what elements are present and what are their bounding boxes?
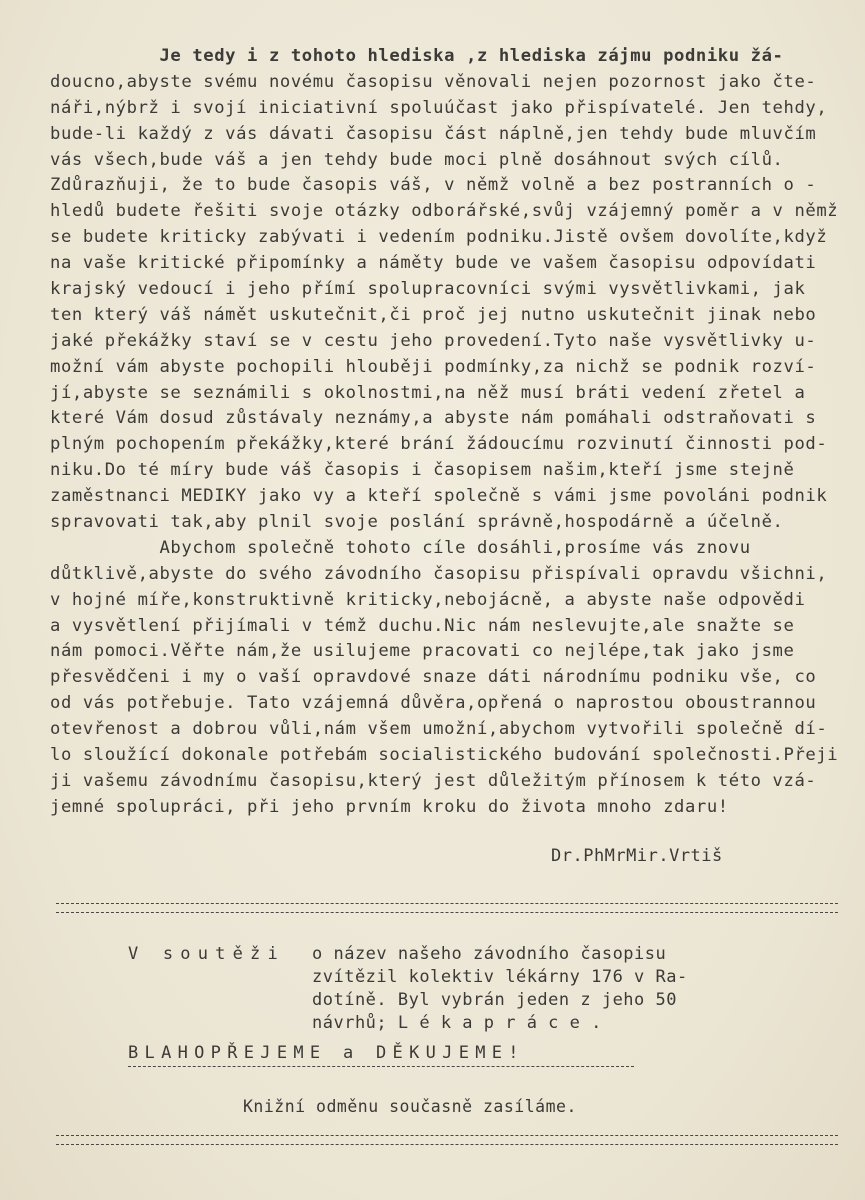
letter-line: možní vám abyste pochopili hlouběji podmínky,za nichž se podnik rozví-	[50, 356, 817, 377]
reward-note: Knižní odměnu současně zasíláme.	[243, 1097, 577, 1116]
letter-line: na vaše kritické připomínky a náměty bude ve vašem časopisu odpovídati	[50, 253, 817, 274]
letter-line: Zdůrazňuji, že to bude časopis váš, v němž volně a bez postranních o -	[50, 175, 817, 196]
letter-line: v hojné míře,konstruktivně kriticky,nebojácně, a abyste naše odpovědi	[50, 589, 806, 610]
letter-line: důtklivě,abyste do svého závodního časopisu přispívali opravdu všichni,	[50, 563, 828, 584]
contest-line: dotíně. Byl vybrán jeden z jeho 50	[312, 990, 677, 1010]
letter-line: jaké překážky staví se v cestu jeho provedení.Tyto naše vysvětlivky u-	[50, 330, 817, 351]
letter-line: Je tedy i z tohoto hlediska ,z hlediska zájmu podniku žá-	[50, 46, 784, 66]
letter-line: otevřenost a dobrou vůli,nám všem umožní,abychom vytvořili společně dí-	[50, 719, 828, 740]
letter-line: které Vám dosud zůstávaly neznámy,a abyste nám pomáhali odstraňovati s	[50, 408, 817, 429]
contest-prefix: V soutěži	[128, 944, 285, 964]
dashed-divider	[56, 912, 838, 913]
letter-line: vás všech,bude váš a jen tehdy bude moci plně dosáhnout svých cílů.	[50, 149, 784, 170]
congratulations-line: BLAHOPŘEJEME a DĚKUJEME!	[128, 1043, 525, 1063]
letter-line: nám pomoci.Věřte nám,že usilujeme pracovati co nejlépe,tak jako jsme	[50, 641, 795, 662]
signature: Dr.PhMrMir.Vrtiš	[551, 846, 723, 866]
letter-line: bude-li každý z vás dávati časopisu část náplně,jen tehdy bude mluvčím	[50, 123, 817, 144]
contest-line: o název našeho závodního časopisu	[312, 944, 667, 964]
letter-line: jemné spolupráci, při jeho prvním kroku do života mnoho zdaru!	[50, 796, 729, 817]
dashed-divider	[56, 903, 838, 904]
letter-line: se budete kriticky zabývati i vedením podniku.Jistě ovšem dovolíte,když	[50, 227, 828, 248]
congrats-underline	[128, 1066, 634, 1067]
letter-line: niku.Do té míry bude váš časopis i časopisem našim,kteří jsme stejně	[50, 460, 795, 481]
contest-line: návrhů; L é k a p r á c e .	[312, 1013, 602, 1033]
dashed-divider	[56, 1135, 838, 1136]
letter-line: ji vašemu závodnímu časopisu,který jest důležitým přínosem k této vzá-	[50, 770, 817, 791]
dashed-divider	[56, 1144, 838, 1145]
letter-body	[50, 44, 840, 821]
letter-line: přesvědčeni i my o vaší opravdové snaze dáti národnímu podniku vše, co	[50, 667, 817, 688]
letter-line: a vysvětlení přijímali v témž duchu.Nic nám neslevujte,ale snažte se	[50, 615, 795, 636]
letter-line: krajský vedoucí i jeho přímí spolupracovníci svými vysvětlivkami, jak	[50, 279, 806, 300]
contest-line: zvítězil kolektiv lékárny 176 v Ra-	[312, 967, 688, 987]
letter-line: doucno,abyste svému novému časopisu věnovali nejen pozornost jako čte-	[50, 71, 817, 92]
letter-line: náři,nýbrž i svojí iniciativní spoluúčast jako přispívatelé. Jen tehdy,	[50, 97, 828, 118]
letter-line: hledů budete řešiti svoje otázky odborářské,svůj vzájemný poměr a v němž	[50, 201, 839, 222]
letter-line: od vás potřebuje. Tato vzájemná důvěra,opřená o naprostou oboustrannou	[50, 693, 817, 714]
letter-line: jí,abyste se seznámili s okolnostmi,na něž musí bráti vedení zřetel a	[50, 382, 806, 403]
letter-line: spravovati tak,aby plnil svoje poslání správně,hospodárně a účelně.	[50, 512, 784, 533]
letter-line: zaměstnanci MEDIKY jako vy a kteří společně s vámi jsme povoláni podnik	[50, 486, 828, 507]
letter-line: Abychom společně tohoto cíle dosáhli,prosíme vás znovu	[50, 537, 751, 558]
letter-line: ten který váš námět uskutečnit,či proč jej nutno uskutečnit jinak nebo	[50, 304, 817, 325]
contest-text	[312, 943, 688, 1035]
letter-line: lo sloužící dokonale potřebám socialistického budování společnosti.Přeji	[50, 745, 839, 766]
letter-line: plným pochopením překážky,které brání žádoucímu rozvinutí činnosti pod-	[50, 434, 828, 455]
